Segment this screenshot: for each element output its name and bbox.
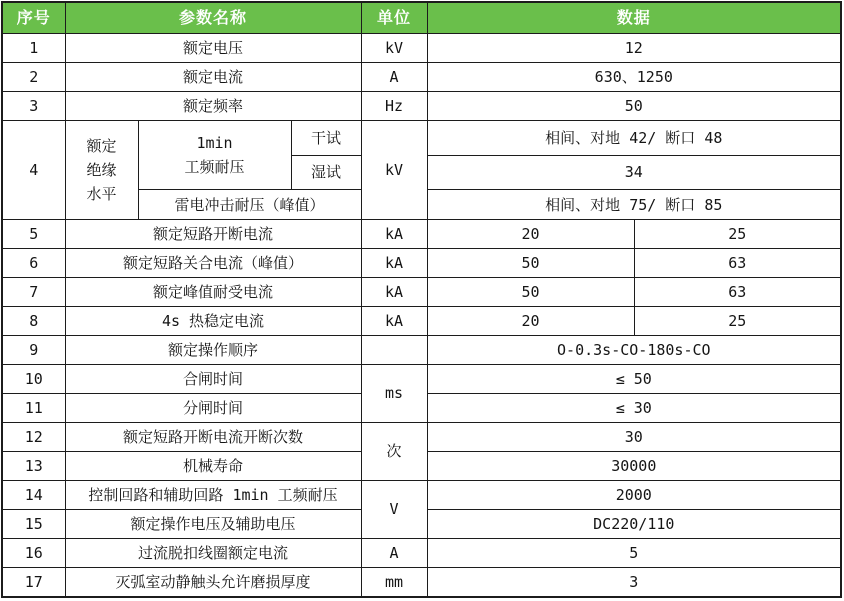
cell-r12-unit: 次: [361, 422, 427, 480]
table-row-8: [2, 307, 841, 336]
cell-r13-name: 机械寿命: [65, 451, 361, 480]
cell-r3-unit: Hz: [361, 91, 427, 120]
cell-r10-unit: ms: [361, 365, 427, 423]
cell-r14-data: 2000: [427, 480, 841, 509]
table-row-10: [2, 365, 841, 394]
header-row: [2, 2, 841, 34]
cell-r7-no: 7: [2, 278, 65, 307]
cell-r10-name: 合闸时间: [65, 365, 361, 394]
table-row-7: [2, 278, 841, 307]
cell-r6-no: 6: [2, 249, 65, 278]
cell-r12-data: 30: [427, 422, 841, 451]
cell-r2-name: 额定电流: [65, 62, 361, 91]
cell-r10-data: ≤ 50: [427, 365, 841, 394]
table-row-5: [2, 220, 841, 249]
cell-r6-name: 额定短路关合电流（峰值）: [65, 249, 361, 278]
cell-r17-unit: mm: [361, 567, 427, 597]
cell-r4-dry-data: 相间、对地 42/ 断口 48: [427, 120, 841, 155]
cell-r4-wet-data: 34: [427, 155, 841, 190]
cell-r14-unit: V: [361, 480, 427, 538]
cell-r8-data1: 20: [427, 307, 634, 336]
cell-r15-name: 额定操作电压及辅助电压: [65, 509, 361, 538]
cell-r2-no: 2: [2, 62, 65, 91]
cell-r17-no: 17: [2, 567, 65, 597]
cell-r8-name: 4s 热稳定电流: [65, 307, 361, 336]
cell-r2-data: 630、1250: [427, 62, 841, 91]
cell-r11-no: 11: [2, 394, 65, 423]
cell-r4-group: [65, 120, 138, 219]
cell-r16-unit: A: [361, 538, 427, 567]
cell-r4-group-line1: 额定: [86, 137, 117, 156]
cell-r4-wet-label: 湿试: [291, 155, 361, 190]
table-row-12: [2, 422, 841, 451]
cell-r13-no: 13: [2, 451, 65, 480]
cell-r4-group-line2: 绝缘: [86, 161, 117, 180]
cell-r17-name: 灭弧室动静触头允许磨损厚度: [65, 567, 361, 597]
cell-r10-no: 10: [2, 365, 65, 394]
header-no: 序号: [2, 2, 65, 34]
cell-r4-impulse-label: 雷电冲击耐压（峰值）: [138, 190, 361, 220]
header-data: 数据: [427, 2, 841, 34]
cell-r1-name: 额定电压: [65, 34, 361, 63]
cell-r6-data2: 63: [634, 249, 841, 278]
cell-r5-unit: kA: [361, 220, 427, 249]
table-row-9: [2, 336, 841, 365]
cell-r4-no: 4: [2, 120, 65, 219]
cell-r4-freq-line1: 1min: [196, 134, 233, 153]
cell-r1-unit: kV: [361, 34, 427, 63]
table-row-4-dry: [2, 120, 841, 155]
cell-r7-data1: 50: [427, 278, 634, 307]
cell-r8-no: 8: [2, 307, 65, 336]
cell-r11-name: 分闸时间: [65, 394, 361, 423]
cell-r6-data1: 50: [427, 249, 634, 278]
cell-r3-no: 3: [2, 91, 65, 120]
cell-r7-name: 额定峰值耐受电流: [65, 278, 361, 307]
cell-r9-name: 额定操作顺序: [65, 336, 361, 365]
cell-r5-data2: 25: [634, 220, 841, 249]
header-name: 参数名称: [65, 2, 361, 34]
cell-r14-name: 控制回路和辅助回路 1min 工频耐压: [65, 480, 361, 509]
table-row-3: [2, 91, 841, 120]
cell-r16-data: 5: [427, 538, 841, 567]
cell-r5-data1: 20: [427, 220, 634, 249]
cell-r7-data2: 63: [634, 278, 841, 307]
cell-r4-group-line3: 水平: [86, 185, 117, 204]
table-row-16: [2, 538, 841, 567]
cell-r4-unit: kV: [361, 120, 427, 219]
cell-r8-data2: 25: [634, 307, 841, 336]
cell-r4-freq-withstand: [138, 120, 291, 189]
cell-r5-no: 5: [2, 220, 65, 249]
cell-r9-data: O-0.3s-CO-180s-CO: [427, 336, 841, 365]
cell-r9-no: 9: [2, 336, 65, 365]
table-row-1: [2, 34, 841, 63]
cell-r16-name: 过流脱扣线圈额定电流: [65, 538, 361, 567]
cell-r12-name: 额定短路开断电流开断次数: [65, 422, 361, 451]
cell-r11-data: ≤ 30: [427, 394, 841, 423]
table-row-17: [2, 567, 841, 597]
cell-r3-name: 额定频率: [65, 91, 361, 120]
cell-r7-unit: kA: [361, 278, 427, 307]
cell-r12-no: 12: [2, 422, 65, 451]
cell-r4-freq-line2: 工频耐压: [184, 158, 245, 177]
cell-r1-no: 1: [2, 34, 65, 63]
cell-r4-impulse-data: 相间、对地 75/ 断口 85: [427, 190, 841, 220]
cell-r13-data: 30000: [427, 451, 841, 480]
cell-r15-data: DC220/110: [427, 509, 841, 538]
cell-r14-no: 14: [2, 480, 65, 509]
table-row-14: [2, 480, 841, 509]
cell-r3-data: 50: [427, 91, 841, 120]
table-row-6: [2, 249, 841, 278]
cell-r9-unit: [361, 336, 427, 365]
cell-r1-data: 12: [427, 34, 841, 63]
header-unit: 单位: [361, 2, 427, 34]
cell-r5-name: 额定短路开断电流: [65, 220, 361, 249]
cell-r15-no: 15: [2, 509, 65, 538]
spec-table: [1, 1, 842, 598]
cell-r17-data: 3: [427, 567, 841, 597]
cell-r16-no: 16: [2, 538, 65, 567]
cell-r2-unit: A: [361, 62, 427, 91]
cell-r4-dry-label: 干试: [291, 120, 361, 155]
cell-r6-unit: kA: [361, 249, 427, 278]
cell-r8-unit: kA: [361, 307, 427, 336]
table-row-2: [2, 62, 841, 91]
